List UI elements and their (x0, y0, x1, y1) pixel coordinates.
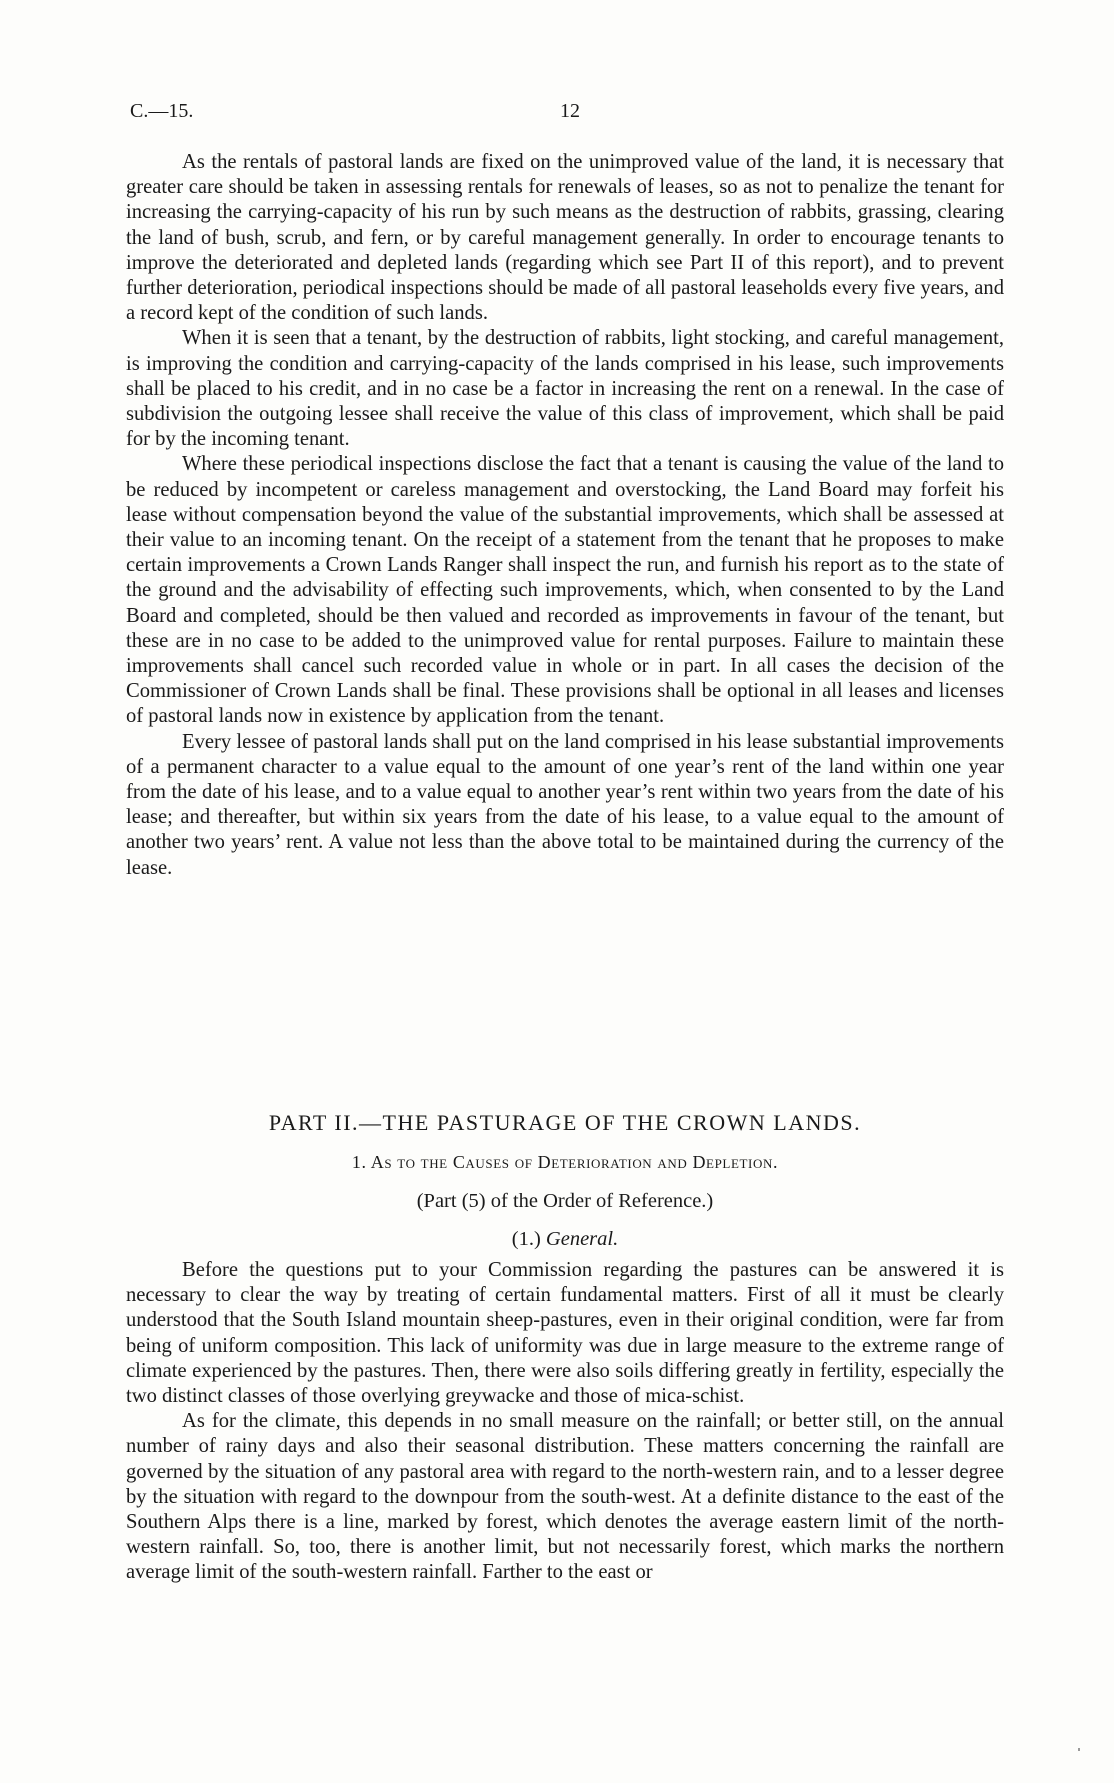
subsection-title: General. (545, 1228, 619, 1250)
paragraph: Every lessee of pastoral lands shall put on the land comprised in his lease substantial improvements of a permanent character to a value equal to the amount of one year’s rent of the land within one year from the date of his lease, and to a value equal to another year’s rent within two years from the date of his lease; and thereafter, but within six years from the date of his lease, to a value equal to the amount of another two years’ rent. A value not less than the above total to be maintained during the currency of the lease. (126, 730, 1004, 879)
subsection-heading (126, 1228, 1004, 1251)
body-text-bottom (126, 1258, 1004, 1586)
paragraph: When it is seen that a tenant, by the destruction of rabbits, light stocking, and careful management, is improving the condition and carrying-capacity of the lands comprised in his lease, such improvements shall be placed to his credit, and in no case be a factor in increasing the rent on a renewal. In the case of subdivision the outgoing lessee shall receive the value of this class of improvement, which shall be paid for by the incoming tenant. (126, 327, 1004, 451)
paragraph: Before the questions put to your Commission regarding the pastures can be answered it is necessary to clear the way by treating of certain fundamental matters. First of all it must be clearly understood that the South Island mountain sheep-pastures, even in their original condition, were far from being of uniform composition. This lack of uniformity was due in large measure to the extreme range of climate experienced by the pastures. Then, there were also soils differing greatly in fertility, especially the two distinct classes of those overlying greywacke and those of mica-schist. (126, 1259, 1004, 1408)
order-reference: (Part (5) of the Order of Reference.) (416, 1190, 714, 1212)
body-text-top (126, 150, 1004, 881)
paragraph: Where these periodical inspections disclose the fact that a tenant is causing the value of the land to be reduced by incompetent or careless management and overstocking, the Land Board may forfeit his lease without compensation beyond the value of the substantial improvements, which shall be assessed at their value to an incoming tenant. On the receipt of a statement from the tenant that he proposes to make certain improvements a Crown Lands Ranger shall inspect the run, and furnish his report as to the state of the ground and the advisability of effecting such improvements, which, when consented to by the Land Board and completed, should be then valued and recorded as improvements in favour of the tenant, but these are in no case to be added to the unimproved value for rental purposes. Failure to maintain these improvements shall cancel such recorded value in whole or in part. In all cases the decision of the Commissioner of Crown Lands shall be final. These provisions shall be optional in all leases and licenses of pastoral lands now in existence by application from the tenant. (126, 453, 1004, 728)
subsection-number: (1.) (511, 1228, 541, 1250)
document-reference: C.—15. (130, 100, 194, 122)
page-number: 12 (560, 100, 580, 122)
scan-speck (1078, 1748, 1080, 1751)
paragraph: As the rentals of pastoral lands are fixed on the unimproved value of the land, it is necessary that greater care should be taken in assessing rentals for renewals of leases, so as not to penalize the tenant for increasing the carrying-capacity of his run by such means as the destruction of rabbits, grassing, clearing the land of bush, scrub, and fern, or by careful management generally. In order to encourage tenants to improve the deteriorated and depleted lands (regarding which see Part II of this report), and to prevent further deterioration, periodical inspections should be made of all pastoral leaseholds every five years, and a record kept of the condition of such lands. (126, 151, 1004, 325)
paragraph: As for the climate, this depends in no small measure on the rainfall; or better still, on the annual number of rainy days and also their seasonal distribution. These matters concerning the rainfall are governed by the situation of any pastoral area with regard to the north-western rain, and to a lesser degree by the situation with regard to the downpour from the south-west. At a definite distance to the east of the Southern Alps there is a line, marked by forest, which denotes the average eastern limit of the north-western rainfall. So, too, there is another limit, but not necessarily forest, which marks the northern average limit of the south-western rainfall. Farther to the east or (126, 1410, 1004, 1584)
part-heading: PART II.—THE PASTURAGE OF THE CROWN LANDS. (268, 1110, 862, 1135)
section-heading: 1. As to the Causes of Deterioration and Depletion. (351, 1152, 779, 1172)
page-header (130, 100, 1000, 130)
